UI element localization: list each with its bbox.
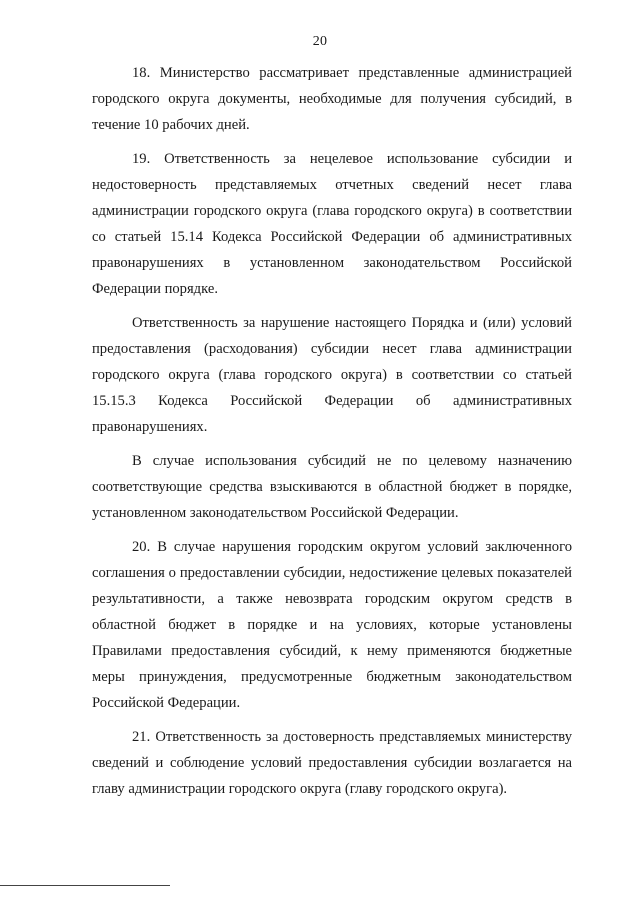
- paragraph-20: 20. В случае нарушения городским округом условий заключенного соглашения о предоставлении субсидии, недостижение целевых показателей результативности, а также невозврата городским округом средств в областной бюджет в порядке и на условиях, которые установлены Правилами предоставления субсидий, к нему применяются бюджетные меры принуждения, предусмотренные бюджетным законодательством Российской Федерации.: [92, 539, 572, 711]
- page-number: 20: [312, 34, 328, 49]
- paragraph-21: 21. Ответственность за достоверность представляемых министерству сведений и соблюдение условий предоставления субсидии возлагается на главу администрации городского округа (главу городского округа).: [92, 729, 572, 797]
- paragraph-19-liability: Ответственность за нарушение настоящего Порядка и (или) условий предоставления (расходования) субсидии несет глава администрации городского округа (глава городского округа) в соответствии со статьей 15.15.3 Кодекса Российской Федерации об административных правонарушениях.: [92, 315, 572, 435]
- footer-divider: [0, 885, 170, 886]
- paragraph-18: 18. Министерство рассматривает представленные администрацией городского округа документы, необходимые для получения субсидий, в течение 10 рабочих дней.: [92, 65, 572, 133]
- document-body: [92, 60, 572, 802]
- paragraph-19-misuse: В случае использования субсидий не по целевому назначению соответствующие средства взыскиваются в областной бюджет в порядке, установленном законодательством Российской Федерации.: [92, 453, 572, 521]
- paragraph-19: 19. Ответственность за нецелевое использование субсидии и недостоверность представляемых отчетных сведений несет глава администрации городского округа (глава городского округа) в соответствии со статьей 15.14 Кодекса Российской Федерации об административных правонарушениях в установленном законодательством Российской Федерации порядке.: [92, 151, 572, 297]
